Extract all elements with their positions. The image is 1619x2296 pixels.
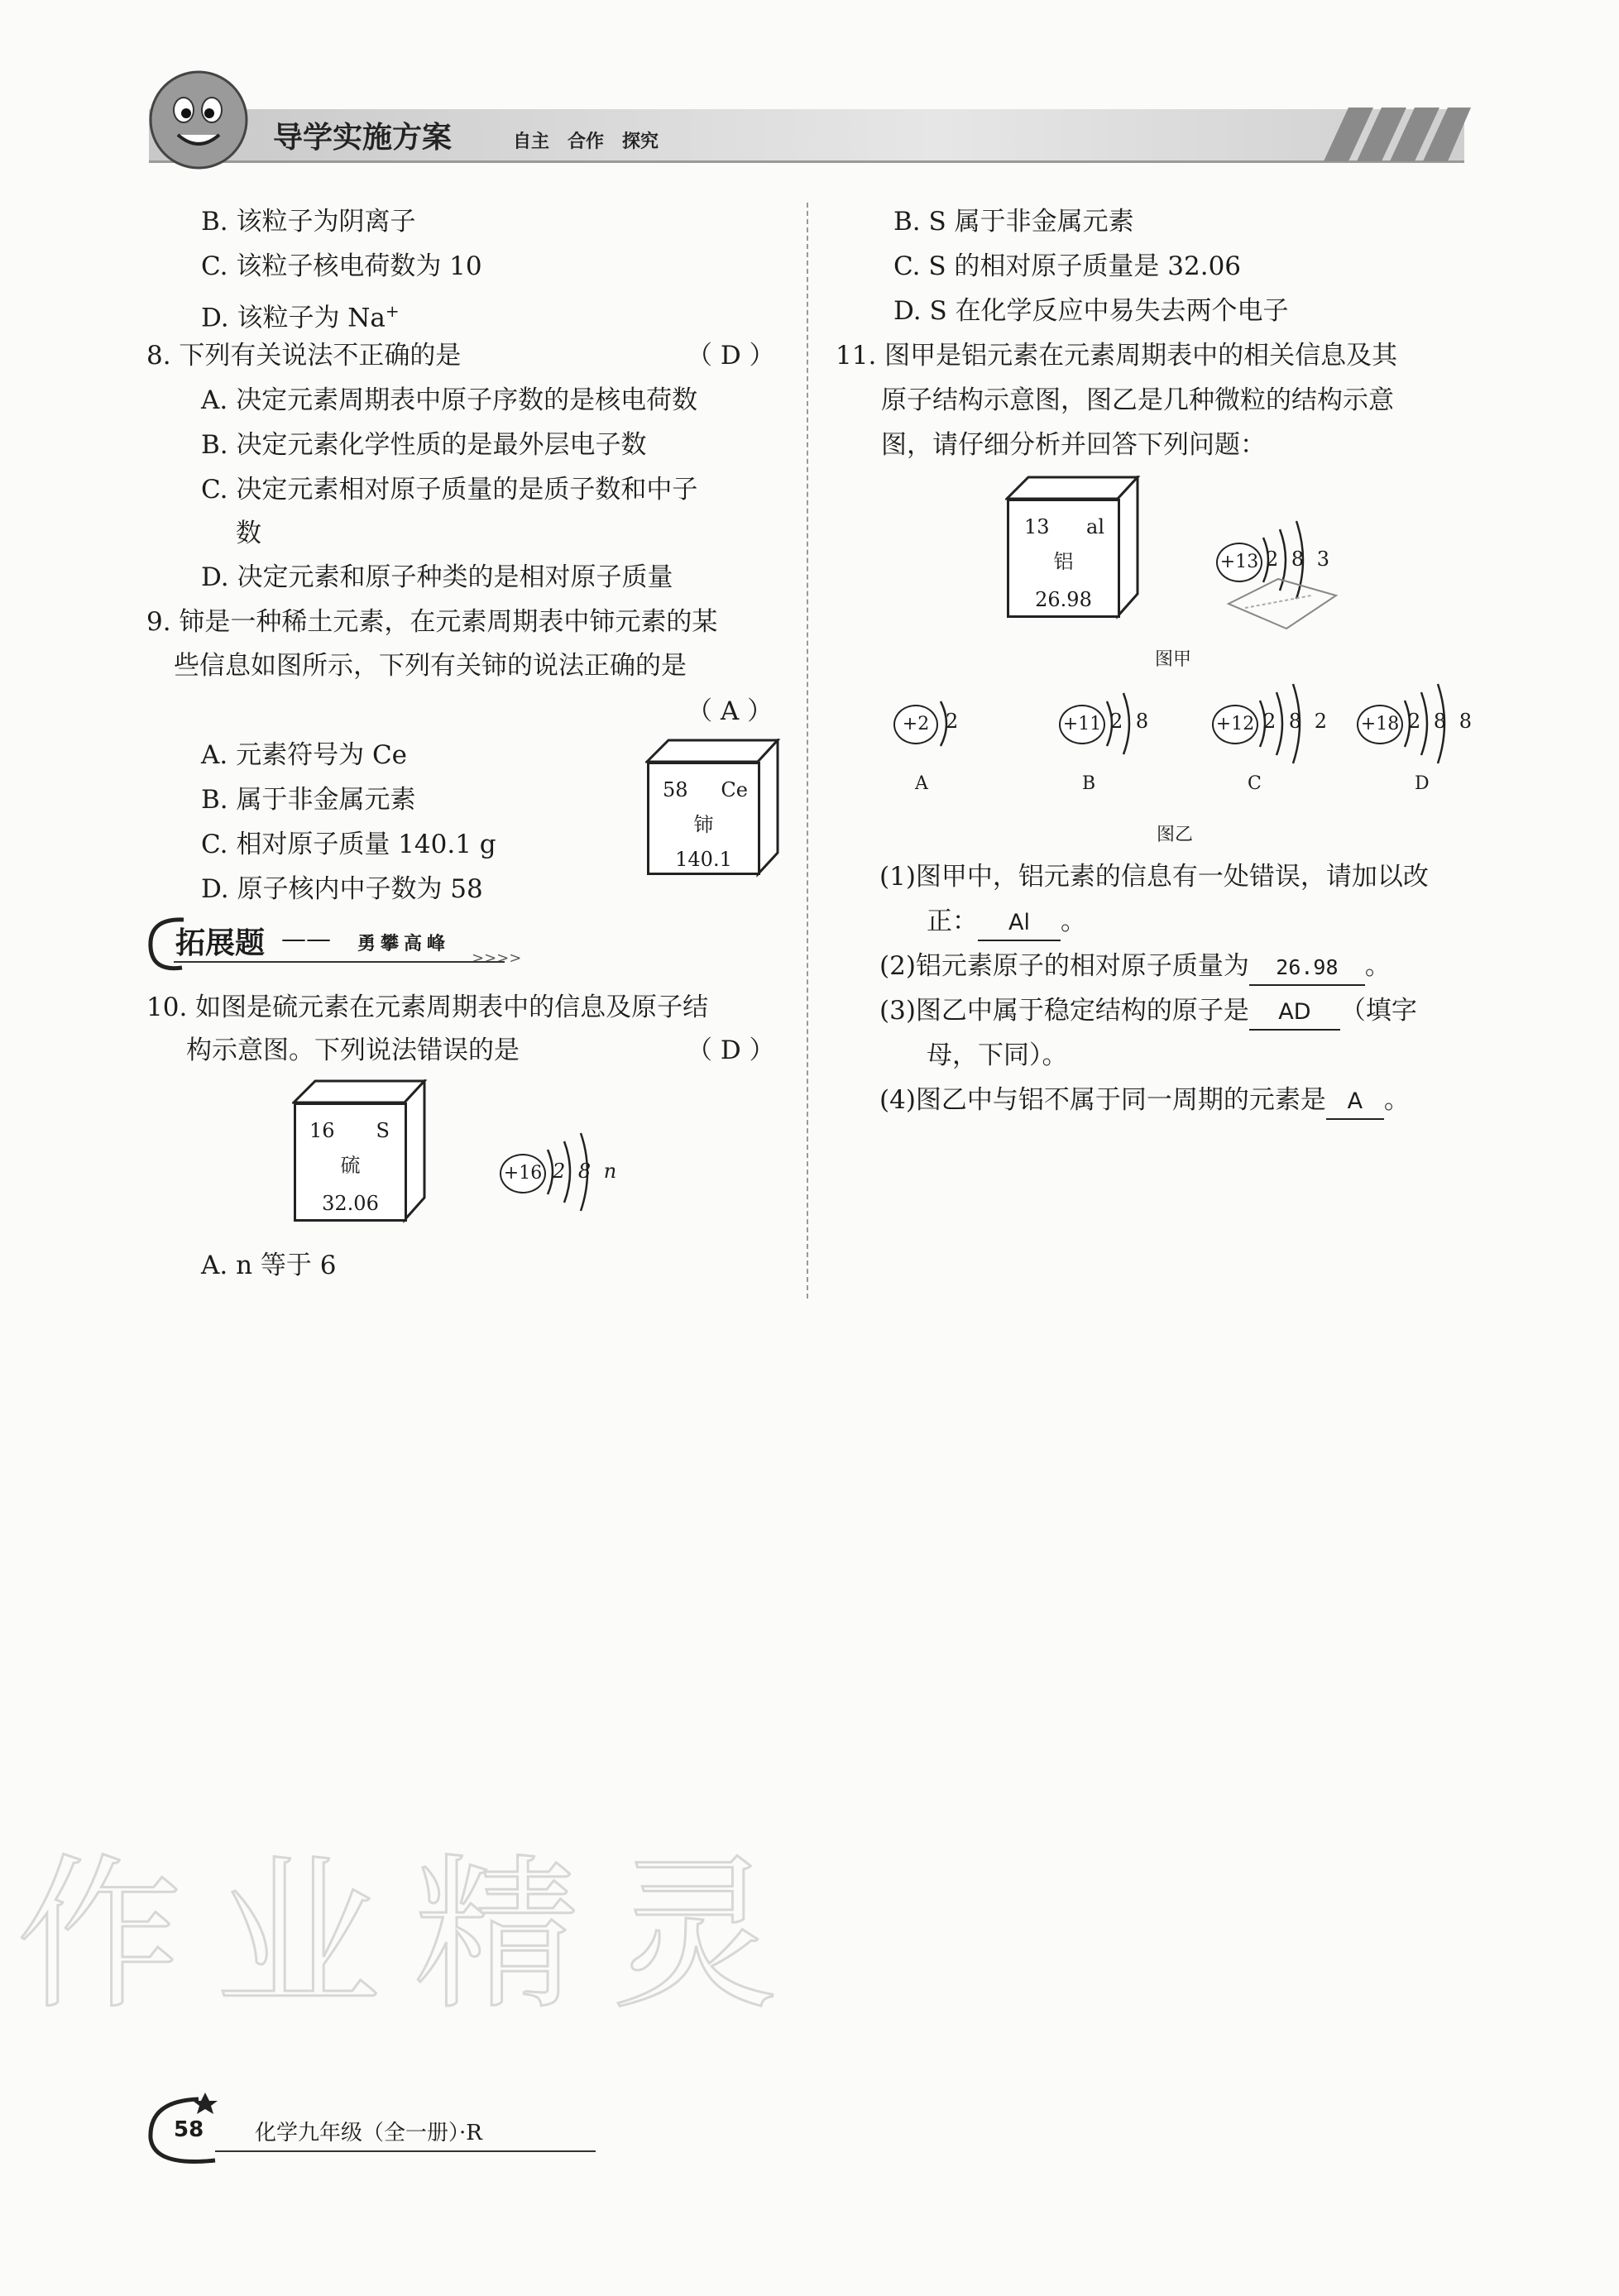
q11-sub2: (2)铝元素原子的相对原子质量为 26.98 。 (879, 949, 1391, 986)
particle-b-electrons: 2 8 (1110, 710, 1152, 733)
q9-option-a: A. 元素符号为 Ce (201, 740, 408, 770)
header-subtitle: 自主 合作 探究 (513, 131, 659, 152)
atomic-mass: 140.1 (675, 848, 732, 871)
answer-blank-period: A (1326, 1085, 1384, 1120)
q9-answer: （ A ） (687, 696, 774, 726)
q8-option-d: D. 决定元素和原子种类的是相对原子质量 (201, 562, 673, 592)
section-arrows: >>>> (472, 949, 522, 967)
particle-a-electrons: 2 (946, 710, 962, 733)
answer-blank-al: Al (978, 906, 1061, 941)
q10-stem-1: 10. 如图是硫元素在元素周期表中的信息及原子结 (146, 993, 709, 1022)
element-symbol: S (376, 1119, 390, 1142)
atomic-mass: 32.06 (322, 1192, 379, 1215)
q7-option-c: C. 该粒子核电荷数为 10 (201, 251, 482, 281)
particle-a-nucleus: +2 (893, 705, 938, 744)
q11-sub3: (3)图乙中属于稳定结构的原子是 AD （填字 (879, 994, 1417, 1031)
q11-sub1-line2: 正： Al 。 (927, 905, 1086, 941)
atomic-number: 13 (1024, 515, 1050, 538)
atomic-number: 58 (663, 778, 688, 801)
particle-b-nucleus: +11 (1059, 705, 1105, 744)
watermark-text: 作业精灵 (17, 1839, 812, 2032)
q10-stem-2: 构示意图。下列说法错误的是 (186, 1036, 520, 1065)
element-name: 硫 (340, 1154, 361, 1177)
column-divider (807, 203, 808, 1299)
q8-option-a: A. 决定元素周期表中原子序数的是核电荷数 (201, 385, 698, 415)
q7-option-d: D. 该粒子为 Na+ (201, 301, 400, 333)
s-element-cell (294, 1103, 407, 1222)
q11-stem-1: 11. 图甲是铝元素在元素周期表中的相关信息及其 (836, 341, 1398, 371)
particle-a-label: A (915, 773, 928, 794)
mascot-icon (141, 62, 256, 178)
element-symbol: al (1086, 515, 1104, 538)
particle-d-nucleus: +18 (1357, 705, 1403, 744)
q11-sub4: (4)图乙中与铝不属于同一周期的元素是 A 。 (879, 1083, 1410, 1120)
atomic-mass: 26.98 (1035, 588, 1092, 611)
s-shell-electrons: 2 8 n (553, 1160, 620, 1183)
particle-d-label: D (1415, 773, 1430, 794)
q10-option-d: D. S 在化学反应中易失去两个电子 (893, 296, 1289, 326)
element-name: 铝 (1053, 550, 1074, 573)
q7-option-b: B. 该粒子为阴离子 (201, 207, 416, 237)
q8-option-b: B. 决定元素化学性质的是最外层电子数 (201, 430, 647, 460)
header-stripes (1324, 103, 1473, 163)
q10-option-a: A. n 等于 6 (201, 1251, 337, 1280)
q10-answer: （ D ） (687, 1036, 775, 1065)
element-symbol: Ce (721, 778, 748, 801)
q9-option-d: D. 原子核内中子数为 58 (201, 874, 483, 904)
q8-answer: （ D ） (687, 341, 775, 371)
particle-d-electrons: 2 8 8 (1408, 710, 1476, 733)
atomic-number: 16 (309, 1119, 335, 1142)
q11-sub1-line1: (1)图甲中，铝元素的信息有一处错误，请加以改 (879, 862, 1429, 892)
q11-stem-2: 原子结构示意图，图乙是几种微粒的结构示意 (881, 385, 1394, 415)
q8-option-c: C. 决定元素相对原子质量的是质子数和中子 (201, 475, 698, 505)
section-underline (174, 961, 505, 963)
q9-option-c: C. 相对原子质量 140.1 g (201, 830, 496, 859)
section-dash: —— (281, 925, 331, 954)
al-nucleus: +13 (1216, 543, 1262, 582)
q9-stem-1: 9. 铈是一种稀土元素，在元素周期表中铈元素的某 (146, 607, 718, 637)
footer-book-title: 化学九年级（全一册）·R (255, 2121, 482, 2145)
q8-option-c-cont: 数 (236, 519, 261, 548)
s-nucleus: +16 (500, 1154, 546, 1193)
q8-stem: 8. 下列有关说法不正确的是 (146, 341, 462, 371)
superscript: + (385, 301, 400, 321)
particle-c-electrons: 2 8 2 (1263, 710, 1331, 733)
particle-b-label: B (1082, 773, 1096, 794)
header-title: 导学实施方案 (273, 121, 453, 155)
footer-underline (215, 2150, 596, 2152)
page-number: 58 (174, 2117, 204, 2142)
q10-option-b: B. S 属于非金属元素 (893, 207, 1134, 237)
fig1-caption: 图甲 (1155, 649, 1192, 670)
q10-option-c: C. S 的相对原子质量是 32.06 (893, 251, 1242, 281)
q11-stem-3: 图，请仔细分析并回答下列问题： (881, 430, 1266, 460)
q9-stem-2: 些信息如图所示，下列有关铈的说法正确的是 (174, 651, 687, 681)
al-element-cell (1007, 499, 1120, 618)
stamp-mark (1220, 571, 1344, 637)
fig2-caption: 图乙 (1157, 825, 1194, 845)
section-motto: 勇攀高峰 (357, 933, 451, 954)
answer-blank-stable: AD (1249, 996, 1340, 1031)
particle-c-nucleus: +12 (1212, 705, 1258, 744)
element-name: 铈 (693, 813, 714, 836)
section-title: 拓展题 (175, 926, 266, 960)
particle-c-label: C (1248, 773, 1262, 794)
answer-blank-mass: 26.98 (1249, 951, 1365, 986)
q11-sub3-cont: 母，下同）。 (927, 1040, 1068, 1070)
al-shell-electrons: 2 8 3 (1266, 548, 1334, 571)
ce-element-cell (647, 762, 760, 875)
q9-option-b: B. 属于非金属元素 (201, 785, 416, 815)
